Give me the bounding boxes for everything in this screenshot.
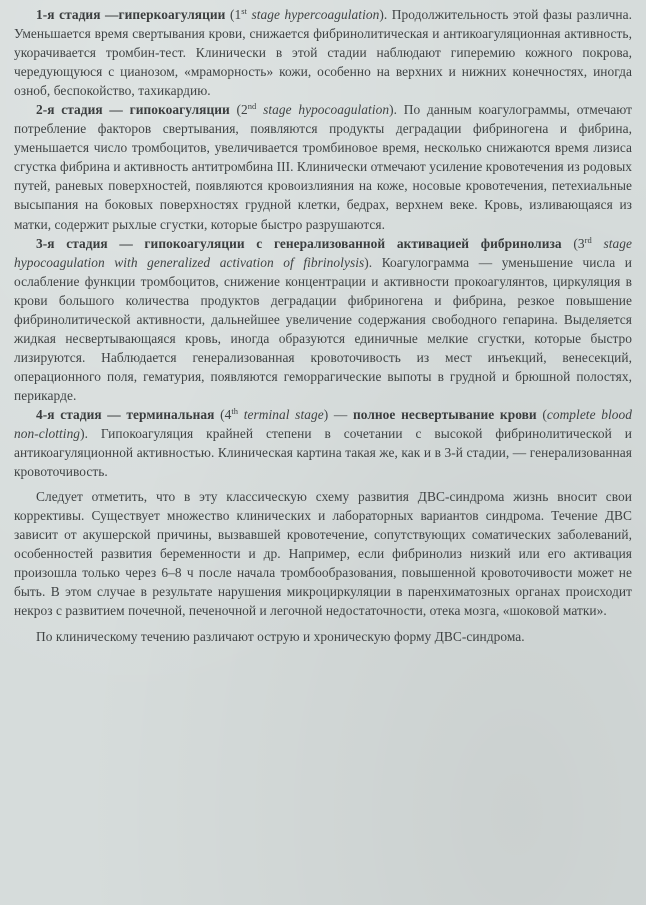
stage-1-en-open: (1	[225, 7, 242, 22]
stage-4-title: 4-я стадия — терминальная	[36, 406, 215, 422]
stage-2-paragraph	[14, 100, 632, 233]
stage-1-title: 1-я стадия —гиперкоагуляции	[36, 7, 226, 22]
stage-3-en-term: stage hypocoagulation with generalized activation of fibrinolysis	[14, 235, 633, 270]
stage-3-paragraph	[14, 234, 632, 405]
stage-4-body: Гипокоагуляция крайней степени в сочетании с высокой фибринолитической и антикоагуляционной активностью. Клиническая картина такая же, как и в 3-й стадии, — генерализованная кровоточивость.	[14, 426, 633, 480]
stage-1-paragraph	[14, 5, 632, 100]
stage-4-en-sup: th	[231, 405, 239, 416]
stage-4-subtitle: полное несвертывание крови	[353, 406, 537, 422]
stage-4-en-term: terminal stage	[238, 406, 324, 422]
stage-4-en2-open: (	[536, 406, 547, 422]
stage-4-paragraph	[14, 405, 632, 481]
stage-4-en-close: ) —	[323, 406, 353, 422]
stage-2-body: По данным коагулограммы, отмечают потребление факторов свертывания, появляются продукты деградации фибриногена и фибрина, уменьшается число тромбоцитов, увеличивается тромбиновое время, несколько снижаются время лизиса сгустка фибрина и активность антитромбина III. Клинически отмечают усиление кровотечения из родовых путей, раневых поверхностей, появляются кровоизлияния на коже, носовые кровотечения, петехиальные высыпания на боковых поверхностях грудной клетки, бедрах, верхнем веке. Кровь, изливающаяся из матки, содержит рыхлые сгустки, которые быстро разрушаются.	[14, 102, 632, 232]
stage-3-en-open: (3	[561, 235, 585, 251]
stage-2-title: 2-я стадия — гипокоагуляции	[36, 102, 230, 118]
stage-3-title: 3-я стадия — гипокоагуляции с генерализованной активацией фибринолиза	[36, 235, 562, 251]
stage-1-en-term: stage hypercoagulation	[246, 7, 380, 22]
stage-2-en-open: (2	[229, 102, 248, 118]
stage-3-en-sup: rd	[584, 234, 592, 245]
stage-3-body: Коагулограмма — уменьшение числа и ослабление функции тромбоцитов, снижение концентрации и активности прокоагулянтов, циркуляция в крови большого количества продуктов деградации фибриногена и фибрина, резкое повышение фибринолитической активности, дальнейшее увеличение содержания свободного гепарина. Выделяется жидкая несвертывающаяся кровь, иногда образуются единичные мелкие сгустки, которые быстро лизируются. Наблюдается генерализованная кровоточивость из мест инъекций, венесекций, операционного поля, гематурия, появляются геморрагические выпоты в грудной и брюшной полостях, перикарде.	[14, 254, 632, 403]
stage-1-body: Продолжительность этой фазы различна. Уменьшается время свертывания крови, снижается фибринолитическая и антикоагуляционная активность, укорачивается тромбин-тест. Клинически в этой стадии наблюдают гиперемию кожного покрова, чередующуюся с цианозом, «мраморность» кожи, особенно на верхних и нижних конечностях, иногда озноб, беспокойство, тахикардию.	[14, 7, 633, 99]
text-column	[14, 5, 632, 646]
stage-1-en-close: ).	[379, 7, 392, 22]
stage-1-en-sup: st	[241, 6, 247, 16]
note-paragraph: Следует отметить, что в эту классическую схему развития ДВС-синдрома жизнь вносит свои коррективы. Существует множество клинических и лабораторных вариантов синдрома. Течение ДВС зависит от акушерской причины, вызвавшей кровотечение, сопутствующих соматических заболеваний, особенностей развития беременности и др. Например, если фибринолиз низкий или его активация произошла только через 6–8 ч после начала тромбообразования, повышенной кровоточивости может не быть. В этом случае в результате нарушения микроциркуляции в паренхиматозных органах происходит некроз с развитием почечной, печеночной и легочной недостаточности, отека мозга, «шоковой матки».	[14, 489, 632, 619]
stage-2-en-close: ).	[389, 102, 404, 118]
final-paragraph: По клиническому течению различают острую и хроническую форму ДВС-синдрома.	[36, 628, 525, 644]
stage-4-en-open: (4	[214, 406, 232, 422]
stage-2-en-term: stage hypocoagulation	[256, 102, 390, 118]
stage-4-en2-term: complete blood non-clotting	[14, 406, 632, 442]
stage-4-en2-close: ).	[80, 426, 101, 442]
stage-3-en-close: ).	[364, 254, 382, 270]
stage-2-en-sup: nd	[247, 101, 257, 112]
